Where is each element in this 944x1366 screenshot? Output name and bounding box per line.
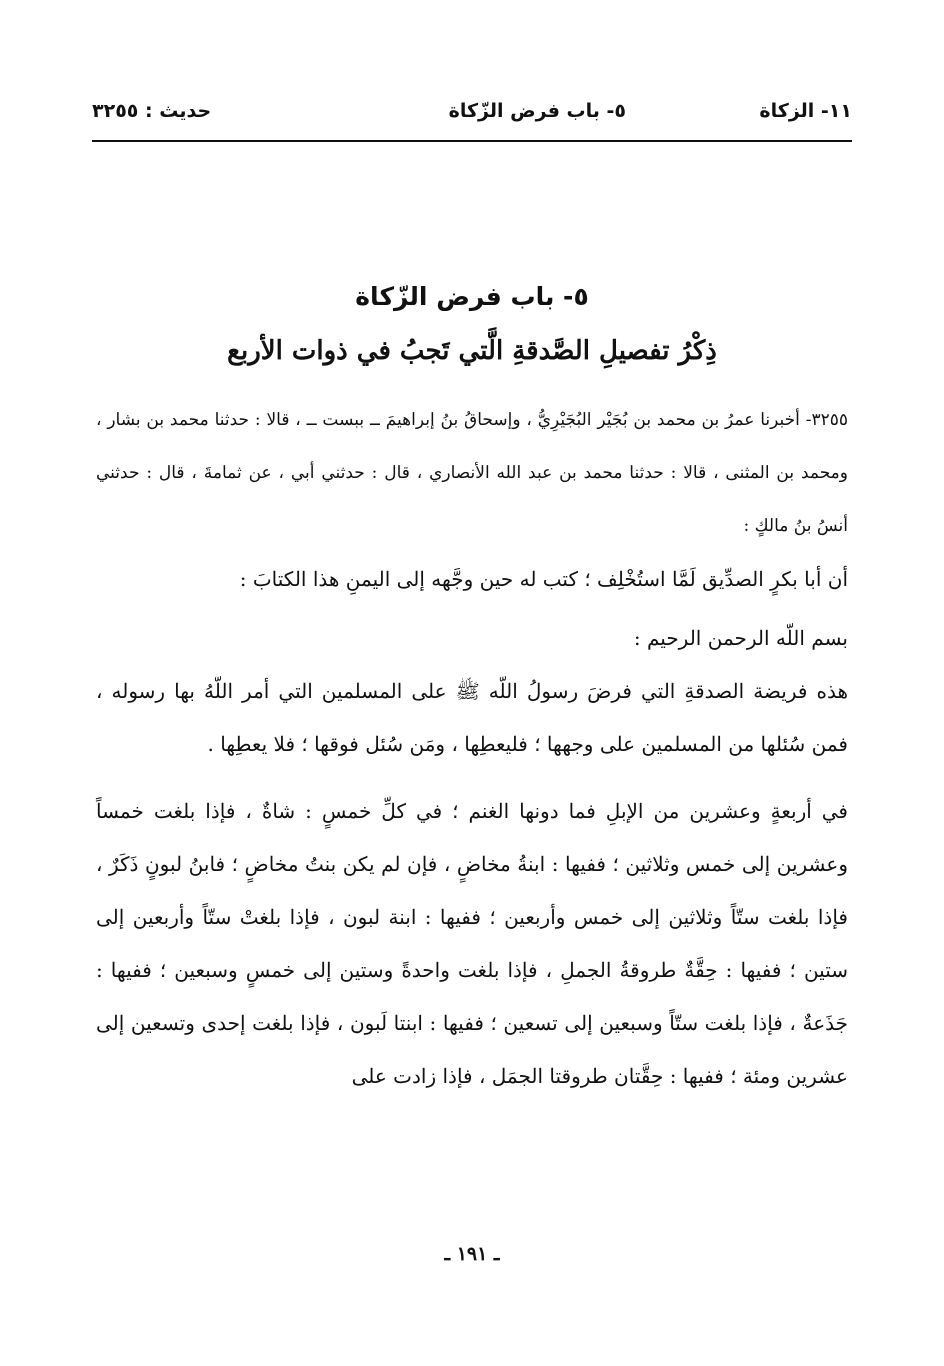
hadith-isnad: ٣٢٥٥- أخبرنا عمرُ بن محمد بن بُجَيْر البُجَيْرِيُّ ، وإسحاقُ بنُ إبراهيمَ ــ ببست ــ ، قالا : حدثنا محمد بن بشار ، ومحمد بن المثنى ، قالا : حدثنا محمد بن عبد الله الأنصاري ، قال : حدثني أبي ، عن ثمامةَ ، قال : حدثني أنسُ بنُ مالكٍ :	[96, 410, 848, 536]
paragraph-camel-rates: في أربعةٍ وعشرين من الإبلِ فما دونها الغنم ؛ في كلِّ خمسٍ : شاةٌ ، فإذا بلغت خمساً وعشرين إلى خمس وثلاثين ؛ ففيها : ابنةُ مخاضٍ ، فإن لم يكن بنتُ مخاضٍ ؛ فابنُ لبونٍ ذَكَرٌ ، فإذا بلغت ستّاً وثلاثين إلى خمس وأربعين ؛ ففيها : ابنة لبون ، فإذا بلغتْ ستّاً وأربعين إلى ستين ؛ ففيها : حِقَّةٌ طروقةُ الجملِ ، فإذا بلغت واحدةً وستين إلى خمسٍ وسبعين ؛ ففيها : جَذَعةٌ ، فإذا بلغت ستّاً وسبعين إلى تسعين ؛ ففيها : ابنتا لَبون ، فإذا بلغت إحدى وتسعين إلى عشرين ومئة ؛ ففيها : حِقَّتان طروقتا الجمَل ، فإذا زادت على	[96, 799, 848, 1088]
paragraph-obligation: هذه فريضة الصدقةِ التي فرضَ رسولُ اللّه ﷺ على المسلمين التي أمر اللّهُ بها رسوله ، فمن سُئلها من المسلمين على وجهها ؛ فليعطِها ، ومَن سُئل فوقها ؛ فلا يعطِها .	[96, 679, 848, 756]
header-section: ٥- باب فرض الزّكاة	[448, 100, 626, 122]
header-hadith-ref: حديث : ٣٢٥٥	[92, 100, 212, 122]
basmala: بسم اللّه الرحمن الرحيم :	[633, 626, 848, 650]
running-header	[92, 96, 852, 132]
page-number: ـ ١٩١ ـ	[444, 1243, 500, 1265]
hadith-intro: أن أبا بكرٍ الصدِّيق لَمَّا استُخْلِف ؛ كتب له حين وجَّهه إلى اليمنِ هذا الكتابَ :	[239, 567, 848, 591]
chapter-title: ٥- باب فرض الزّكاة	[355, 282, 589, 311]
header-chapter: ١١- الزكاة	[759, 100, 852, 122]
body-text	[96, 394, 848, 1103]
section-title: ذِكْرُ تفصيلِ الصَّدقةِ الَّتي تَجبُ في ذوات الأربع	[227, 336, 717, 366]
header-divider	[92, 140, 852, 142]
